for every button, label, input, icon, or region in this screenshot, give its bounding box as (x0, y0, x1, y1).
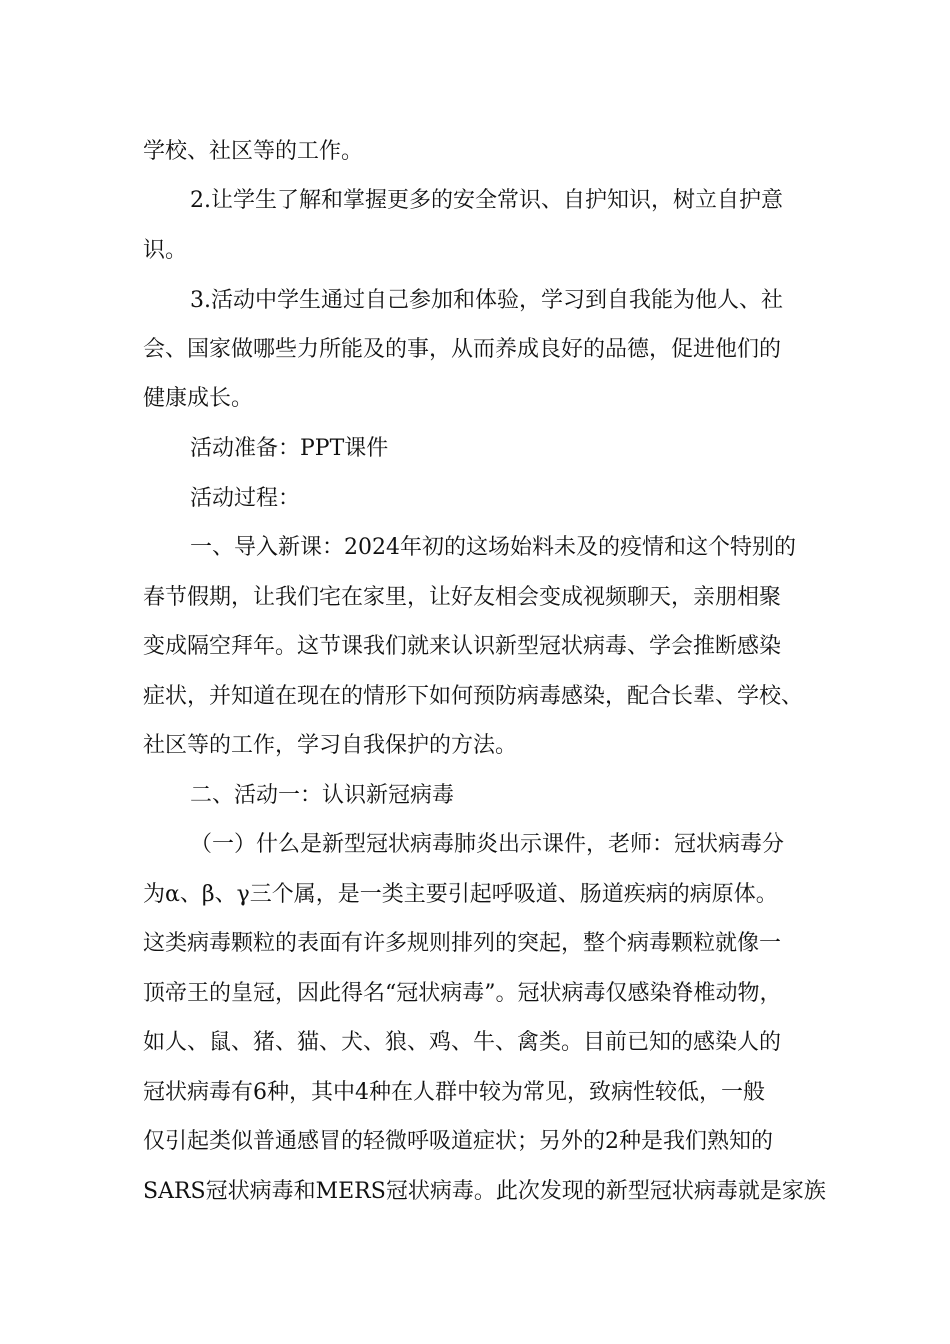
text-line: 如人、鼠、猪、猫、犬、狼、鸡、牛、禽类。目前已知的感染人的 (143, 1030, 782, 1055)
text-line: 二、活动一：认识新冠病毒 (190, 783, 455, 808)
text-line: 顶帝王的皇冠，因此得名“冠状病毒”。冠状病毒仅感染脊椎动物， (143, 981, 782, 1006)
text-line: 识。 (143, 238, 188, 263)
text-line: 变成隔空拜年。这节课我们就来认识新型冠状病毒、学会推断感染 (143, 634, 782, 659)
text-line: 症状，并知道在现在的情形下如何预防病毒感染，配合长辈、学校、 (143, 684, 804, 709)
text-line: 社区等的工作，学习自我保护的方法。 (143, 733, 518, 758)
text-line: SARS冠状病毒和MERS冠状病毒。此次发现的新型冠状病毒就是家族 (143, 1179, 826, 1204)
text-line: 活动准备：PPT课件 (190, 436, 389, 461)
text-line: 活动过程： (190, 486, 301, 511)
text-line: 冠状病毒有6种，其中4种在人群中较为常见，致病性较低，一般 (143, 1080, 765, 1105)
text-line: 这类病毒颗粒的表面有许多规则排列的突起，整个病毒颗粒就像一 (143, 931, 782, 956)
text-line: 一、导入新课：2024年初的这场始料未及的疫情和这个特别的 (190, 535, 796, 560)
text-line: 健康成长。 (143, 386, 254, 411)
text-line: 学校、社区等的工作。 (143, 139, 364, 164)
text-line: 会、国家做哪些力所能及的事，从而养成良好的品德，促进他们的 (143, 337, 782, 362)
text-line: 为α、β、γ三个属，是一类主要引起呼吸道、肠道疾病的病原体。 (143, 882, 778, 907)
text-line: （一）什么是新型冠状病毒肺炎出示课件，老师：冠状病毒分 (190, 832, 785, 857)
text-line: 2.让学生了解和掌握更多的安全常识、自护知识，树立自护意 (190, 188, 783, 213)
text-line: 3.活动中学生通过自己参加和体验，学习到自我能为他人、社 (190, 288, 783, 313)
text-line: 仅引起类似普通感冒的轻微呼吸道症状；另外的2种是我们熟知的 (143, 1129, 773, 1154)
text-line: 春节假期，让我们宅在家里，让好友相会变成视频聊天，亲朋相聚 (143, 585, 782, 610)
